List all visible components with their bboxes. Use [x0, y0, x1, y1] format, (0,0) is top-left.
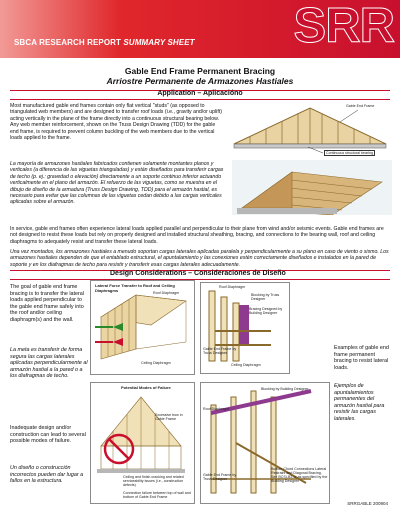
design-right-paragraph: Examples of gable end frame permanent bracing to resist lateral loads. — [334, 345, 389, 371]
d3-blocking-label: Blocking by Truss Designer — [251, 293, 280, 301]
d1-ceiling-label: Ceiling Diaphragm — [141, 361, 171, 365]
d1-roof-label: Roof Diaphragm — [153, 291, 180, 295]
design-paragraph-2: Inadequate design and/or construction can lead to several possible modes of failure. — [10, 425, 86, 445]
d3-roof-label: Roof Diaphragm — [219, 285, 246, 289]
intro-paragraph-1-spanish: La mayoría de armazones hastiales fabricados contienen solamente montantes planos y verticales (a diferencia de las viguetas trianguladas) y están diseñados para transferir cargas de techo (p. ej.: gravedad o elevación) directamente a un soporte continuo inferior actuando verticalmente en el plano del armazón. El refuerzo de las viguetas, como se muestra en el dibujo de diseño de la armadura (Truss Design Drawing, TDD) para el armazón hastial, es necesario para evitar que las columnas de las viguetas cedan debido a las cargas verticales aplicadas sobre el armazón. — [10, 161, 224, 206]
failure-modes-diagram — [90, 382, 195, 504]
gable-end-frame-label: Gable End Frame — [346, 104, 375, 108]
page-title: Gable End Frame Permanent Bracing — [124, 66, 276, 76]
gable-frame-diagram — [228, 100, 392, 158]
page-title-spanish: Arriostre Permanente de Armazones Hastiales — [106, 76, 294, 86]
roof-framing-image — [232, 160, 392, 215]
intro-paragraph-1: Most manufactured gable end frames contain only flat vertical "studs" (as opposed to triangulated web members) and are designed to transfer roof loads (i.e., gravity and/or uplift) acting vertically in the plane of the frame directly into a continuous structural bearing below. Any web member reinforcement, shown on the Truss Design Drawing (TDD) for the gable end frame, is required to prevent column buckling of the web members due to the vertical loads applied to the frame. — [10, 103, 222, 142]
d3-gable-label: Gable End Frame by Truss Designer — [203, 347, 237, 355]
header-banner — [0, 0, 400, 58]
intro-paragraph-2: In service, gable end frames often experience lateral loads applied parallel and perpendicular to their plane from wind and/or seismic events. Gable end frames are not designed to resist these loads but rely on properly designed and installed structural sheathing, bracing, and connections to the bearing wall, roof and ceiling diaphragms to adequately resist and transfer these lateral loads. — [10, 226, 384, 245]
header-label-italic: SUMMARY SHEET — [123, 38, 195, 47]
intro-paragraph-2-spanish: Una vez montados, los armazones hastiales a menudo soportan cargas laterales aplicadas paralela y perpendicularmente a su plano en caso de viento o sismo. Los armazones hastiales dependen de que el entablado estructural, el apuntalamiento y las conexiones estén correctamente diseñados e instalados en la pared de soporte y en los diafragmas de techo para resistir y transferir esas cargas laterales adecuadamente. — [10, 249, 389, 268]
d3-bracing-label: Bracing Designed by Building Designer — [249, 307, 283, 315]
document-code: SRRGABLE 200904 — [347, 501, 388, 506]
continuous-bearing-label: Continuous structural bearing — [326, 151, 373, 155]
section-bar-design — [10, 270, 390, 280]
d4-gable-label: Gable End Frame by Truss Designer — [203, 473, 237, 481]
design-paragraph-1: The goal of gable end frame bracing is to transfer the lateral loads applied perpendicular to the gable end frame safely into the roof and/or ceiling diaphragm(s) and the wall. — [10, 284, 85, 323]
section-heading-design: Design Considerations – Consideraciones de Diseño — [110, 270, 286, 277]
bracing-example-diagram-1 — [200, 282, 290, 374]
design-paragraph-1-spanish: La meta es transferir de forma segura las cargas laterales aplicadas perpendicularmente al armazón hastial a la pared o a los diafragmas de techo. — [10, 347, 88, 380]
d4-bottom-chord-label: Bottom Chord Connections Lateral Restraint and Diagonal Bracing, See BCSI-B3 or as specified by the Building Designer — [271, 467, 328, 483]
d4-blocking-label: Blocking by Building Designer — [261, 387, 309, 391]
section-bar-application — [10, 90, 390, 100]
lateral-force-diagram-title: Lateral Force Transfer to Roof and Ceiling Diaphragms — [95, 283, 175, 293]
d4-roof-label: Roof Diaphragm — [203, 407, 230, 411]
header-label — [14, 38, 195, 47]
d3-ceiling-label: Ceiling Diaphragm — [231, 363, 261, 367]
section-heading-application: Application – Aplicacióno — [157, 90, 243, 97]
bracing-example-illustration-2 — [201, 383, 329, 503]
roof-framing-illustration — [232, 160, 392, 215]
failure-modes-diagram-title: Potential Modes of Failure — [121, 385, 171, 390]
header-label-main: SBCA RESEARCH REPORT — [14, 38, 124, 47]
d2-connection-failure-label: Connection failure between top of wall and bottom of Gable End Frame — [123, 491, 191, 499]
lateral-force-diagram — [90, 280, 195, 375]
d2-ceiling-cracking-label: Ceiling and finish cracking and related serviceability issues (i.e., construction defects) — [123, 475, 184, 487]
srr-logo: SRR — [293, 0, 394, 53]
design-paragraph-2-spanish: Un diseño o construcción incorrectos pueden dar lugar a fallos en la estructura. — [10, 465, 84, 485]
bracing-example-diagram-2 — [200, 382, 330, 504]
design-right-paragraph-spanish: Ejemplos de apuntalamientos permanentes del armazón hastial para resistir las cargas laterales. — [334, 383, 385, 422]
d2-excessive-bow-label: Excessive bow in Gable Frame — [155, 413, 183, 421]
